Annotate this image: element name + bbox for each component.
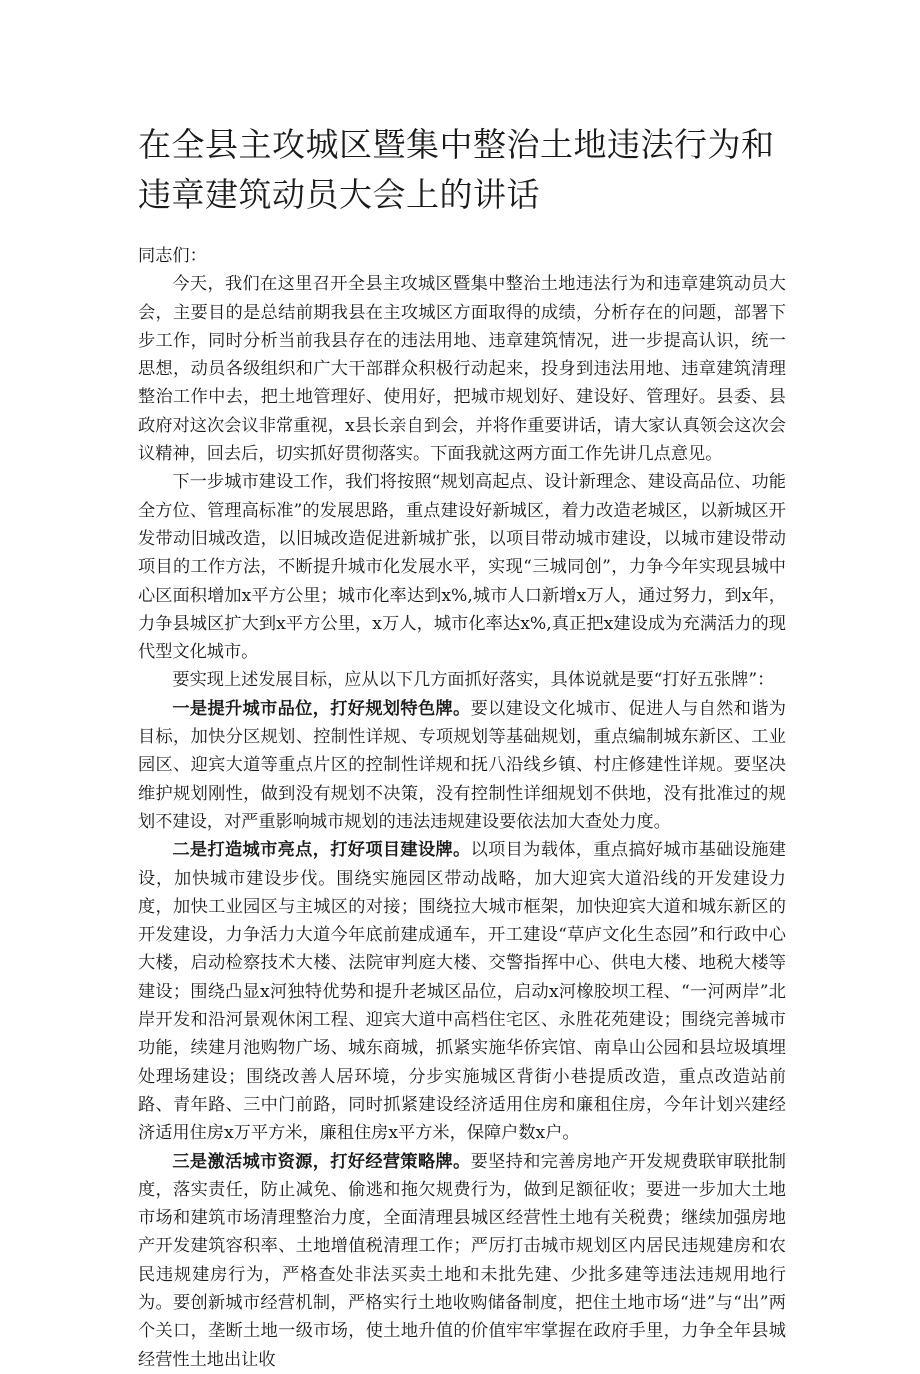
paragraph-lead-heading: 一是提升城市品位，打好规划特色牌。 [172, 698, 471, 719]
speech-title: 在全县主攻城区暨集中整治土地违法行为和违章建筑动员大会上的讲话 [138, 125, 775, 214]
paragraph-text: 今天，我们在这里召开全县主攻城区暨集中整治土地违法行为和违章建筑动员大会，主要目的是总结前期我县在主攻城区方面取得的成绩，分析存在的问题，部署下步工作，同时分析当前我县存在的违法用地、违章建筑情况，进一步提高认识，统一思想，动员各级组织和广大干部群众积极行动起来，投身到违法用地、违章建筑清理整治工作中去，把土地管理好、使用好，把城市规划好、建设好、管理好。县委、县政府对这次会议非常重视，x县长亲自到会，并将作重要讲话，请大家认真领会这次会议精神，回去后，切实抓好贯彻落实。下面我就这两方面工作先讲几点意见。 [138, 274, 786, 465]
document-page [138, 120, 786, 1374]
paragraph-text: 要坚持和完善房地产开发规费联审联批制度，落实责任，防止减免、偷逃和拖欠规费行为，做到足额征收；要进一步加大土地市场和建筑市场清理整治力度，全面清理县城区经营性土地有关税费；继续加强房地产开发建筑容积率、土地增值税清理工作；严厉打击城市规划区内居民违规建房和农民违规建房行为，严格查处非法买卖土地和未批先建、少批多建等违法违规用地行为。要创新城市经营机制，严格实行土地收购储备制度，把住土地市场“进”与“出”两个关口，垄断土地一级市场，使土地升值的价值牢牢掌握在政府手里，力争全年县城经营性土地出让收 [138, 1151, 786, 1370]
paragraph-point-one [138, 695, 786, 836]
paragraph-five-cards-intro [138, 666, 786, 694]
paragraph-text: 以项目为载体，重点搞好城市基础设施建设，加快城市建设步伐。围绕实施园区带动战略，加大迎宾大道沿线的开发建设力度，加快工业园区与主城区的对接；围绕拉大城市框架，加快迎宾大道和城东新区的开发建设，力争活力大道今年底前建成通车，开工建设“草庐文化生态园”和行政中心大楼，启动检察技术大楼、法院审判庭大楼、交警指挥中心、供电大楼、地税大楼等建设；围绕凸显x河独特优势和提升老城区品位，启动x河橡胶坝工程、“一河两岸”北岸开发和沿河景观休闲工程、迎宾大道中高档住宅区、永胜花苑建设；围绕完善城市功能，续建月池购物广场、城东商城，抓紧实施华侨宾馆、南阜山公园和县垃圾填埋处理场建设；围绕改善人居环境，分步实施城区背街小巷提质改造，重点改造站前路、青年路、三中门前路，同时抓紧建设经济适用住房和廉租住房，今年计划兴建经济适用住房x万平方米，廉租住房x平方米，保障户数x户。 [138, 840, 786, 1144]
paragraph-point-three [138, 1148, 786, 1374]
paragraph-point-two [138, 836, 786, 1147]
paragraph-lead-heading: 三是激活城市资源，打好经营策略牌。 [172, 1151, 471, 1172]
paragraph-text: 要以建设文化城市、促进人与自然和谐为目标，加快分区规划、控制性详规、专项规划等基础规划，重点编制城东新区、工业园区、迎宾大道等重点片区的控制性详规和抚八沿线乡镇、村庄修建性详规。要坚决维护规划刚性，做到没有规划不决策，没有控制性详细规划不供地，没有批准过的规划不建设，对严重影响城市规划的违法违规建设要依法加大查处力度。 [138, 698, 786, 832]
salutation: 同志们： [138, 246, 207, 266]
paragraph-text: 要实现上述发展目标，应从以下几方面抓好落实，具体说就是要“打好五张牌”： [172, 670, 775, 691]
paragraph-lead-heading: 二是打造城市亮点，打好项目建设牌。 [172, 840, 471, 861]
paragraph-text: 下一步城市建设工作，我们将按照“规划高起点、设计新理念、建设高品位、功能全方位、管理高标准”的发展思路，重点建设好新城区，着力改造老城区，以新城区开发带动旧城改造，以旧城改造促进新城扩张，以项目带动城市建设，以城市建设带动项目的工作方法，不断提升城市化发展水平，实现“三城同创”，力争今年实现县城中心区面积增加x平方公里；城市化率达到x%,城市人口新增x万人，通过努力，到x年，力争县城区扩大到x平方公里，x万人，城市化率达x%,真正把x建设成为充满活力的现代型文化城市。 [138, 472, 786, 663]
paragraph-opening [138, 270, 786, 468]
paragraph-development-plan [138, 468, 786, 666]
